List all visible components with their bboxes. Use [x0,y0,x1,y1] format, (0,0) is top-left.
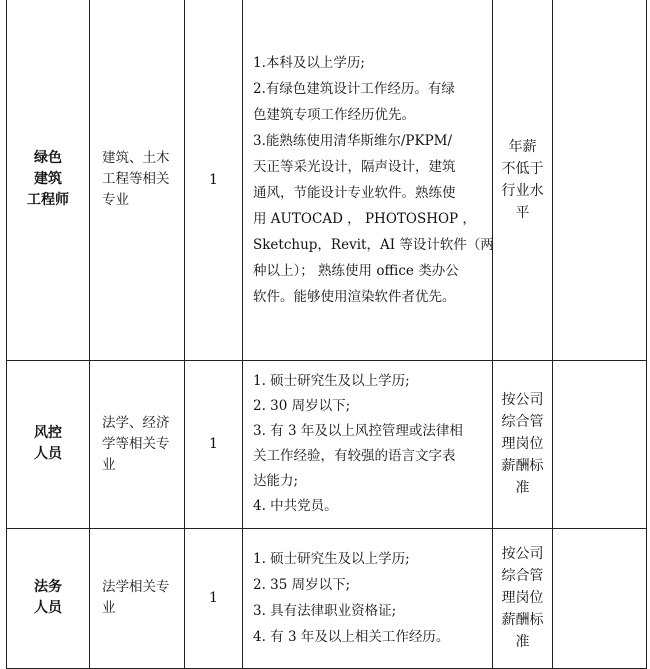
requirement-line: Sketchup，Revit，AI 等设计软件（两 [253,236,494,253]
table-row [7,528,647,668]
text-line: 建筑 [34,171,62,188]
text-line: 法学、经济 [102,414,170,431]
text-line: 绿色 [34,150,62,167]
requirements-cell [243,360,493,528]
salary-cell [493,0,553,360]
requirement-line: 2. 30 周岁以下; [253,398,351,414]
position-title-cell [7,360,90,528]
text-line: 业 [102,600,116,616]
text-line: 薪酬标 [501,612,544,628]
text-line: 按公司 [501,392,544,408]
major-cell [90,0,185,360]
text-line: 业 [102,456,116,473]
empty-cell [553,360,647,528]
headcount-cell: 1 [185,360,243,528]
text-line: 不低于 [501,160,544,177]
text-line: 理岗位 [501,590,544,606]
text-line: 薪酬标 [501,458,544,474]
empty-cell [553,528,647,668]
text-line: 风控 [34,425,62,441]
text-line: 人员 [34,600,62,616]
requirement-line: 4. 有 3 年及以上相关工作经历。 [253,629,450,645]
requirement-line: 用 AUTOCAD ， PHOTOSHOP ， [253,210,476,227]
text-line: 按公司 [501,546,544,562]
text-line: 准 [515,634,530,650]
text-line: 工程等相关 [102,171,170,188]
table-row [7,0,647,360]
salary-cell [493,360,553,528]
requirement-line: 软件。能够使用渲染软件者优先。 [253,288,456,305]
table-row [7,360,647,528]
requirement-line: 通风，节能设计专业软件。熟练使 [253,184,456,201]
requirement-line: 3. 具有法律职业资格证; [253,603,397,619]
headcount-cell: 1 [185,0,243,360]
text-line: 工程师 [27,192,69,209]
text-line: 准 [515,480,530,496]
requirement-line: 1. 硕士研究生及以上学历; [253,551,410,567]
text-line: 综合管 [501,568,544,584]
requirement-line: 种以上）； 熟练使用 office 类办公 [253,262,459,279]
requirement-line: 达能力; [253,473,299,489]
text-line: 综合管 [501,414,544,430]
text-line: 学等相关专 [102,435,170,452]
position-title-cell [7,0,90,360]
position-title-cell [7,528,90,668]
major-cell [90,360,185,528]
requirement-line: 1.本科及以上学历; [253,54,365,71]
text-line: 行业水 [501,182,544,199]
text-line: 法务 [34,579,62,595]
requirement-line: 2.有绿色建筑设计工作经历。有绿 [253,80,455,97]
text-line: 理岗位 [501,436,544,452]
requirement-line: 色建筑专项工作经历优先。 [253,106,415,123]
text-line: 人员 [34,446,62,462]
requirement-line: 3. 有 3 年及以上风控管理或法律相 [253,423,463,439]
text-line: 平 [515,204,530,221]
text-line: 专业 [102,192,129,209]
requirement-line: 天正等采光设计，隔声设计，建筑 [253,158,456,175]
requirement-line: 1. 硕士研究生及以上学历; [253,373,410,389]
major-cell [90,528,185,668]
empty-cell [553,0,647,360]
requirement-line: 4. 中共党员。 [253,498,338,514]
requirements-cell [243,528,493,668]
text-line: 年薪 [508,138,537,155]
text-line: 法学相关专 [102,579,170,595]
requirement-line: 关工作经验，有较强的语言文字表 [253,448,456,464]
text-line: 建筑、土木 [102,150,170,167]
requirement-line: 2. 35 周岁以下; [253,577,351,593]
job-table [6,0,647,669]
requirement-line: 3.能熟练使用清华斯维尔/PKPM/ [253,132,453,149]
headcount-cell: 1 [185,528,243,668]
salary-cell [493,528,553,668]
requirements-cell [243,0,493,360]
